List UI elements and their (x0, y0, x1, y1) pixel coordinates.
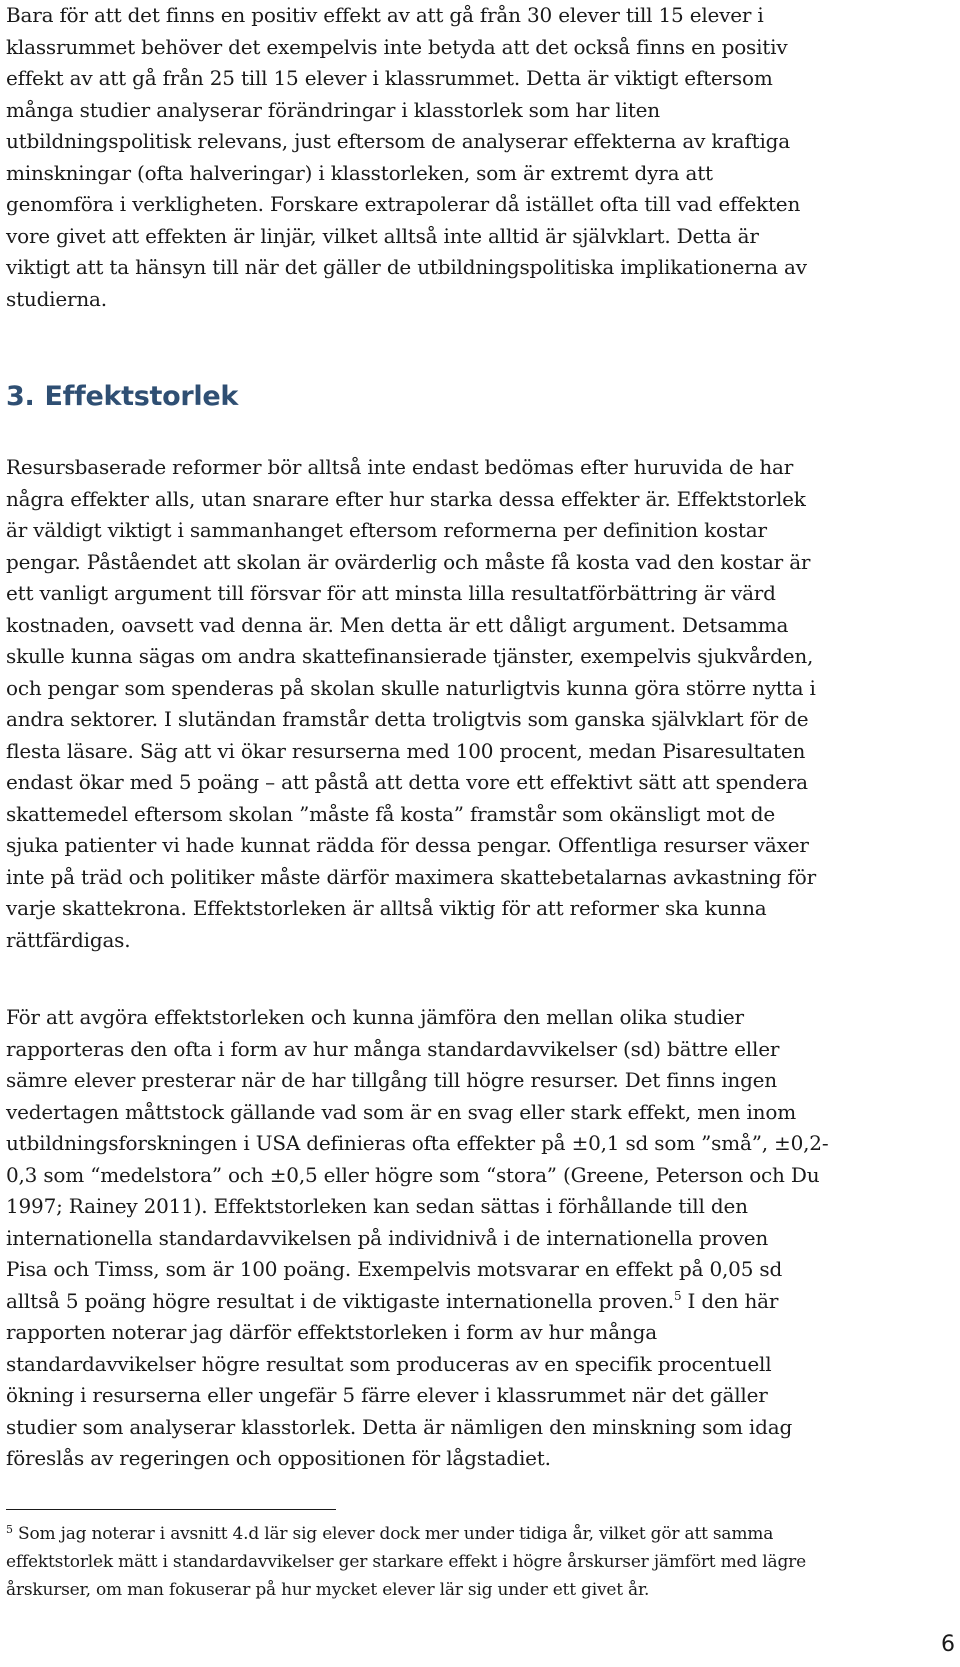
text-line: standardavvikelser högre resultat som produceras av en specifik procentuell (6, 1351, 772, 1376)
text-line: 1997; Rainey 2011). Effektstorleken kan sedan sättas i förhållande till den (6, 1194, 748, 1218)
text-line: rättfärdigas. (6, 927, 131, 952)
footnote-reference[interactable]: 5 (673, 1288, 682, 1303)
section-number: 3. (6, 381, 35, 412)
text-line (6, 1286, 956, 1318)
text-line: och pengar som spenderas på skolan skulle naturligtvis kunna göra större nytta i (6, 675, 816, 700)
text-line: sjuka patienter vi hade kunnat rädda för dessa pengar. Offentliga resurser växer (6, 833, 809, 857)
text-line: inte på träd och politiker måste därför maximera skattebetalarnas avkastning för (6, 864, 816, 889)
text-line: föreslås av regeringen och oppositionen för lågstadiet. (6, 1446, 551, 1470)
text-line: andra sektorer. I slutändan framstår detta troligtvis som ganska självklart för de (6, 707, 809, 731)
text-line: är väldigt viktigt i sammanhanget eftersom reformerna per definition kostar (6, 518, 767, 542)
line-text: alltså 5 poäng högre resultat i de viktigaste internationella proven. (6, 1288, 674, 1313)
text-line: sämre elever presterar när de har tillgång till högre resurser. Det finns ingen (6, 1068, 777, 1092)
page-number: 6 (941, 1632, 955, 1657)
footnote-divider (6, 1509, 336, 1510)
paragraph-class-size-extrapolation (6, 0, 956, 315)
footnote-marker: 5 (6, 1523, 13, 1536)
text-line: ökning i resurserna eller ungefär 5 färre elever i klassrummet när det gäller (6, 1383, 768, 1407)
text-line: rapporten noterar jag därför effektstorleken i form av hur många (6, 1320, 657, 1344)
text-line: Resursbaserade reformer bör alltså inte endast bedömas efter huruvida de har (6, 455, 794, 479)
text-line: utbildningspolitisk relevans, just eftersom de analyserar effekterna av kraftiga (6, 129, 790, 153)
text-line: internationella standardavvikelsen på individnivå i de internationella proven (6, 1225, 769, 1250)
text-line: effekt av att gå från 25 till 15 elever i klassrummet. Detta är viktigt eftersom (6, 66, 773, 90)
text-line: rapporteras den ofta i form av hur många standardavvikelser (sd) bättre eller (6, 1036, 780, 1061)
section-heading (6, 381, 238, 412)
footnote (6, 1520, 956, 1604)
text-line: skulle kunna sägas om andra skattefinansierade tjänster, exempelvis sjukvården, (6, 644, 814, 668)
text-line: 0,3 som “medelstora” och ±0,5 eller högre som “stora” (Greene, Peterson och Du (6, 1162, 820, 1187)
text-line: många studier analyserar förändringar i klasstorlek som har liten (6, 97, 660, 122)
text-line: ett vanligt argument till försvar för att minsta lilla resultatförbättring är värd (6, 581, 776, 605)
line-text: Som jag noterar i avsnitt 4.d lär sig elever dock mer under tidiga år, vilket gör att samma (12, 1524, 774, 1544)
text-line: kostnaden, oavsett vad denna är. Men detta är ett dåligt argument. Detsamma (6, 612, 789, 637)
text-line: genomföra i verkligheten. Forskare extrapolerar då istället ofta till vad effekten (6, 192, 801, 216)
line-text: I den här (681, 1288, 779, 1313)
text-line: studierna. (6, 286, 107, 311)
text-line: minskningar (ofta halveringar) i klasstorleken, som är extremt dyra att (6, 160, 713, 185)
text-line: skattemedel eftersom skolan ”måste få kosta” framstår som okänsligt mot de (6, 801, 776, 826)
text-line: flesta läsare. Säg att vi ökar resurserna med 100 procent, medan Pisaresultaten (6, 738, 806, 763)
text-line: vedertagen måttstock gällande vad som är en svag eller stark effekt, men inom (6, 1099, 796, 1124)
text-line: varje skattekrona. Effektstorleken är alltså viktig för att reformer ska kunna (6, 896, 767, 920)
text-line: Bara för att det finns en positiv effekt av att gå från 30 elever till 15 elever i (6, 3, 764, 27)
text-line: studier som analyserar klasstorlek. Detta är nämligen den minskning som idag (6, 1414, 793, 1439)
text-line: utbildningsforskningen i USA definieras ofta effekter på ±0,1 sd som ”små”, ±0,2- (6, 1131, 829, 1155)
text-line: viktigt att ta hänsyn till när det gäller de utbildningspolitiska implikationerna av (6, 255, 807, 279)
section-title: Effektstorlek (44, 381, 239, 412)
paragraph-effect-size-importance (6, 452, 956, 956)
text-line: klassrummet behöver det exempelvis inte betyda att det också finns en positiv (6, 34, 788, 59)
text-line: För att avgöra effektstorleken och kunna jämföra den mellan olika studier (6, 1005, 744, 1029)
text-line: några effekter alls, utan snarare efter hur starka dessa effekter är. Effektstorlek (6, 486, 806, 511)
text-line: effektstorlek mätt i standardavvikelser ger starkare effekt i högre årskurser jämfört med lägre (6, 1552, 806, 1572)
text-line: vore givet att effekten är linjär, vilket alltså inte alltid är självklart. Detta är (6, 223, 759, 248)
text-line: pengar. Påståendet att skolan är ovärderlig och måste få kosta vad den kostar är (6, 549, 811, 574)
text-line (6, 1520, 956, 1548)
text-line: årskurser, om man fokuserar på hur mycket elever lär sig under ett givet år. (6, 1580, 650, 1600)
text-line: endast ökar med 5 poäng – att påstå att detta vore ett effektivt sätt att spendera (6, 770, 808, 794)
paragraph-standard-deviations (6, 1002, 956, 1475)
text-line: Pisa och Timss, som är 100 poäng. Exempelvis motsvarar en effekt på 0,05 sd (6, 1257, 783, 1281)
